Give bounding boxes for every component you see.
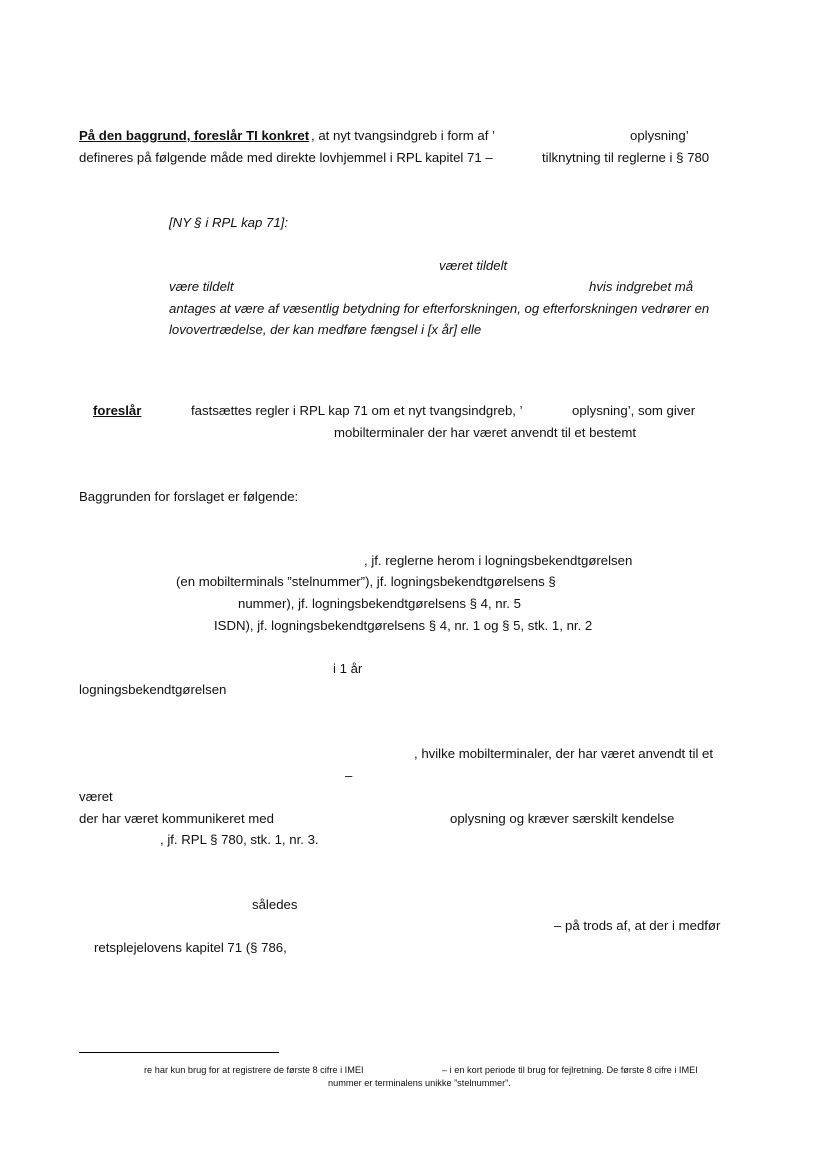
intro-line-2-right: tilknytning til reglerne i § 780 xyxy=(542,150,710,165)
p4-line-2: (en mobilterminals ”stelnummer”), jf. logningsbekendtgørelsens § xyxy=(176,574,556,589)
background-intro: Baggrunden for forslaget er følgende: xyxy=(79,489,299,504)
p7-line-3: retsplejelovens kapitel 71 (§ 786, xyxy=(94,940,287,955)
proposal-heading: [NY § i RPL kap 71]: xyxy=(169,215,289,230)
p2-line-2: mobilterminaler der har været anvendt til et bestemt xyxy=(334,425,636,440)
p4-line-3: nummer), jf. logningsbekendtgørelsens § 4, nr. 5 xyxy=(238,596,521,611)
p6-line-3: været xyxy=(79,789,113,804)
footnote-line-1: re har kun brug for at registrere de første 8 cifre i IMEI xyxy=(144,1065,364,1075)
p6-dash: – xyxy=(345,768,353,783)
p6-line-4: der har været kommunikeret med xyxy=(79,811,274,826)
intro-line-1-right: oplysning’ xyxy=(630,128,689,143)
p4-line-4: ISDN), jf. logningsbekendtgørelsens § 4, nr. 1 og § 5, stk. 1, nr. 2 xyxy=(214,618,593,633)
proposal-line-4: lovovertrædelse, der kan medføre fængsel i [x år] elle xyxy=(169,322,482,337)
footnote-line-1-right: – i en kort periode til brug for fejlretning. De første 8 cifre i IMEI xyxy=(442,1065,698,1075)
proposal-line-2: være tildelt xyxy=(169,279,234,294)
p2-line-1-right: oplysning’, som giver xyxy=(572,403,696,418)
footnote-separator xyxy=(79,1052,279,1053)
proposal-keyword: foreslår xyxy=(93,403,142,418)
p7-line-2: – på trods af, at der i medfør xyxy=(554,918,721,933)
proposal-line-1: været tildelt xyxy=(439,258,508,273)
p5-line-2: logningsbekendtgørelsen xyxy=(79,682,227,697)
footnote-line-2: nummer er terminalens unikke ”stelnummer”. xyxy=(328,1078,511,1088)
intro-line-1: , at nyt tvangsindgreb i form af ’ xyxy=(311,128,495,143)
p6-line-5: , jf. RPL § 780, stk. 1, nr. 3. xyxy=(160,832,319,847)
p7-line-1: således xyxy=(252,897,298,912)
p2-line-1: fastsættes regler i RPL kap 71 om et nyt tvangsindgreb, ’ xyxy=(191,403,523,418)
proposal-line-3: antages at være af væsentlig betydning for efterforskningen, og efterforskningen vedrører en xyxy=(169,301,710,316)
p4-line-1: , jf. reglerne herom i logningsbekendtgørelsen xyxy=(364,553,633,568)
p5-line-1: i 1 år xyxy=(333,661,363,676)
proposal-line-2-right: hvis indgrebet må xyxy=(589,279,694,294)
intro-bold-heading: På den baggrund, foreslår TI konkret xyxy=(79,128,310,143)
p6-line-4-right: oplysning og kræver særskilt kendelse xyxy=(450,811,675,826)
p6-line-1: , hvilke mobilterminaler, der har været anvendt til et xyxy=(414,746,714,761)
intro-line-2: defineres på følgende måde med direkte lovhjemmel i RPL kapitel 71 – xyxy=(79,150,493,165)
